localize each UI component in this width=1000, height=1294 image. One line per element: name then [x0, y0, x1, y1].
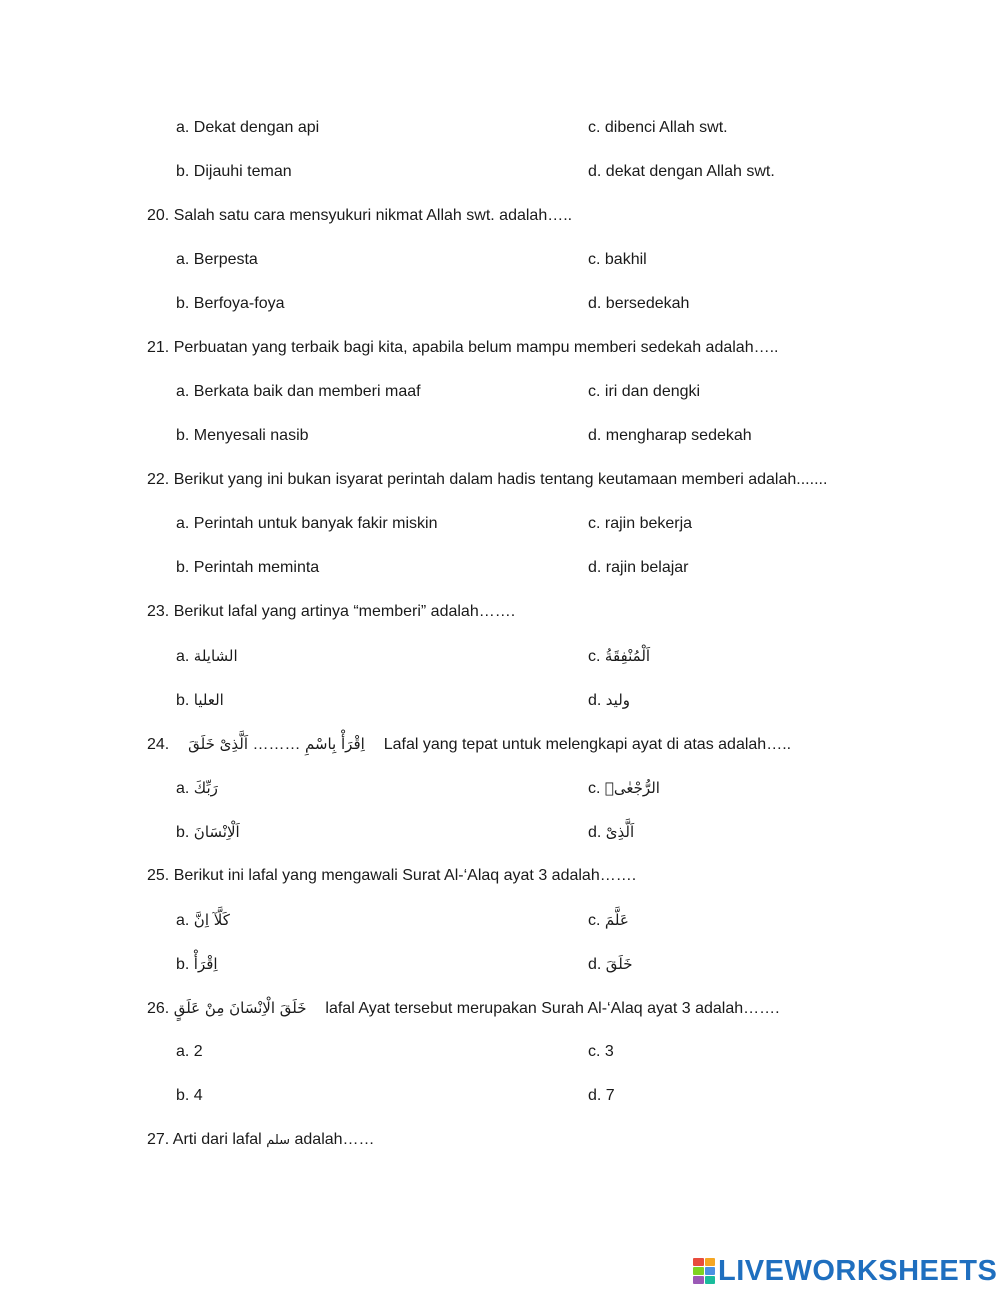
arabic-text: خَلَقَ — [605, 955, 633, 973]
question-text: lafal Ayat tersebut merupakan Surah Al-‘Alaq ayat 3 adalah……. — [325, 1000, 780, 1017]
option-label: a. — [176, 912, 190, 929]
option-label: c. — [588, 780, 601, 797]
question-23: 23. Berikut lafal yang artinya “memberi” adalah……. — [147, 603, 516, 620]
option-label: a. — [176, 780, 190, 797]
option-b[interactable]: b. Dijauhi teman — [176, 163, 292, 180]
q23-option-c[interactable] — [588, 646, 650, 667]
question-22: 22. Berikut yang ini bukan isyarat perintah dalam hadis tentang keutamaan memberi adalah....... — [147, 471, 828, 488]
arabic-text: اَلْاِنْسَانَ — [193, 823, 240, 841]
arabic-text: رَبِّكَ — [193, 779, 218, 797]
q25-option-c[interactable] — [588, 910, 629, 931]
arabic-text: الشايلة — [193, 647, 238, 665]
q26-option-b[interactable]: b. 4 — [176, 1087, 203, 1104]
option-label: a. — [176, 648, 190, 665]
option-label: c. — [588, 912, 601, 929]
q20-option-b[interactable]: b. Berfoya-foya — [176, 295, 285, 312]
question-text: Lafal yang tepat untuk melengkapi ayat di atas adalah….. — [383, 736, 792, 753]
q22-option-b[interactable]: b. Perintah meminta — [176, 559, 320, 576]
question-text: 27. Arti dari lafal — [147, 1131, 262, 1148]
arabic-verse: اِقْرَأْ بِاسْمِ — [304, 735, 365, 753]
option-label: d. — [588, 956, 602, 973]
logo-badge-icon — [693, 1258, 715, 1284]
q24-option-d[interactable] — [588, 822, 634, 843]
arabic-text: اِقْرَأْ — [193, 955, 218, 973]
question-number: 26. — [147, 1000, 170, 1017]
q23-option-b[interactable] — [176, 690, 224, 711]
q23-option-d[interactable] — [588, 690, 630, 711]
option-a[interactable]: a. Dekat dengan api — [176, 119, 320, 136]
arabic-text: العليا — [193, 691, 224, 709]
arabic-verse: خَلَقَ الْاِنْسَانَ مِنْ عَلَقٍ — [173, 999, 307, 1017]
q21-option-d[interactable]: d. mengharap sedekah — [588, 427, 752, 444]
arabic-text: كَلَّآ اِنَّ — [193, 911, 230, 929]
arabic-text: اَلَّذِىْ — [605, 823, 635, 841]
arabic-text: سلم — [266, 1133, 291, 1148]
q23-option-a[interactable] — [176, 646, 238, 667]
q20-option-d[interactable]: d. bersedekah — [588, 295, 690, 312]
option-label: b. — [176, 692, 190, 709]
q26-option-d[interactable]: d. 7 — [588, 1087, 615, 1104]
option-label: c. — [588, 648, 601, 665]
option-label: d. — [588, 692, 602, 709]
blank-dots: ……… — [252, 736, 301, 753]
question-20: 20. Salah satu cara mensyukuri nikmat Allah swt. adalah….. — [147, 207, 573, 224]
arabic-text: اَلْمُنْفِقَةُ — [604, 647, 651, 665]
q22-option-d[interactable]: d. rajin belajar — [588, 559, 689, 576]
logo-text: LIVEWORKSHEETS — [718, 1255, 998, 1287]
q24-option-b[interactable] — [176, 822, 240, 843]
q22-option-a[interactable]: a. Perintah untuk banyak fakir miskin — [176, 515, 438, 532]
q21-option-a[interactable]: a. Berkata baik dan memberi maaf — [176, 383, 421, 400]
arabic-text: وليد — [605, 691, 631, 709]
question-text: adalah…… — [294, 1131, 375, 1148]
question-number: 24. — [147, 736, 170, 753]
q24-option-a[interactable] — [176, 778, 218, 799]
q21-option-b[interactable]: b. Menyesali nasib — [176, 427, 309, 444]
option-label: b. — [176, 956, 190, 973]
question-25: 25. Berikut ini lafal yang mengawali Surat Al-‘Alaq ayat 3 adalah……. — [147, 867, 637, 884]
arabic-text: عَلَّمَ — [604, 911, 629, 929]
q21-option-c[interactable]: c. iri dan dengki — [588, 383, 701, 400]
question-26 — [147, 998, 780, 1019]
arabic-text: الرُّجْعٰىۗ — [604, 779, 660, 797]
question-21: 21. Perbuatan yang terbaik bagi kita, apabila belum mampu memberi sedekah adalah….. — [147, 339, 779, 356]
q25-option-d[interactable] — [588, 954, 633, 975]
option-c[interactable]: c. dibenci Allah swt. — [588, 119, 728, 136]
q25-option-b[interactable] — [176, 954, 218, 975]
q20-option-a[interactable]: a. Berpesta — [176, 251, 258, 268]
arabic-verse: اَلَّذِىْ خَلَقَ — [188, 735, 249, 753]
question-24 — [147, 734, 791, 755]
question-27 — [147, 1130, 375, 1151]
q22-option-c[interactable]: c. rajin bekerja — [588, 515, 693, 532]
option-label: d. — [588, 824, 602, 841]
liveworksheets-logo — [693, 1254, 997, 1288]
option-d[interactable]: d. dekat dengan Allah swt. — [588, 163, 775, 180]
option-label: b. — [176, 824, 190, 841]
q26-option-c[interactable]: c. 3 — [588, 1043, 614, 1060]
q26-option-a[interactable]: a. 2 — [176, 1043, 203, 1060]
q20-option-c[interactable]: c. bakhil — [588, 251, 647, 268]
q25-option-a[interactable] — [176, 910, 230, 931]
q24-option-c[interactable] — [588, 778, 660, 799]
